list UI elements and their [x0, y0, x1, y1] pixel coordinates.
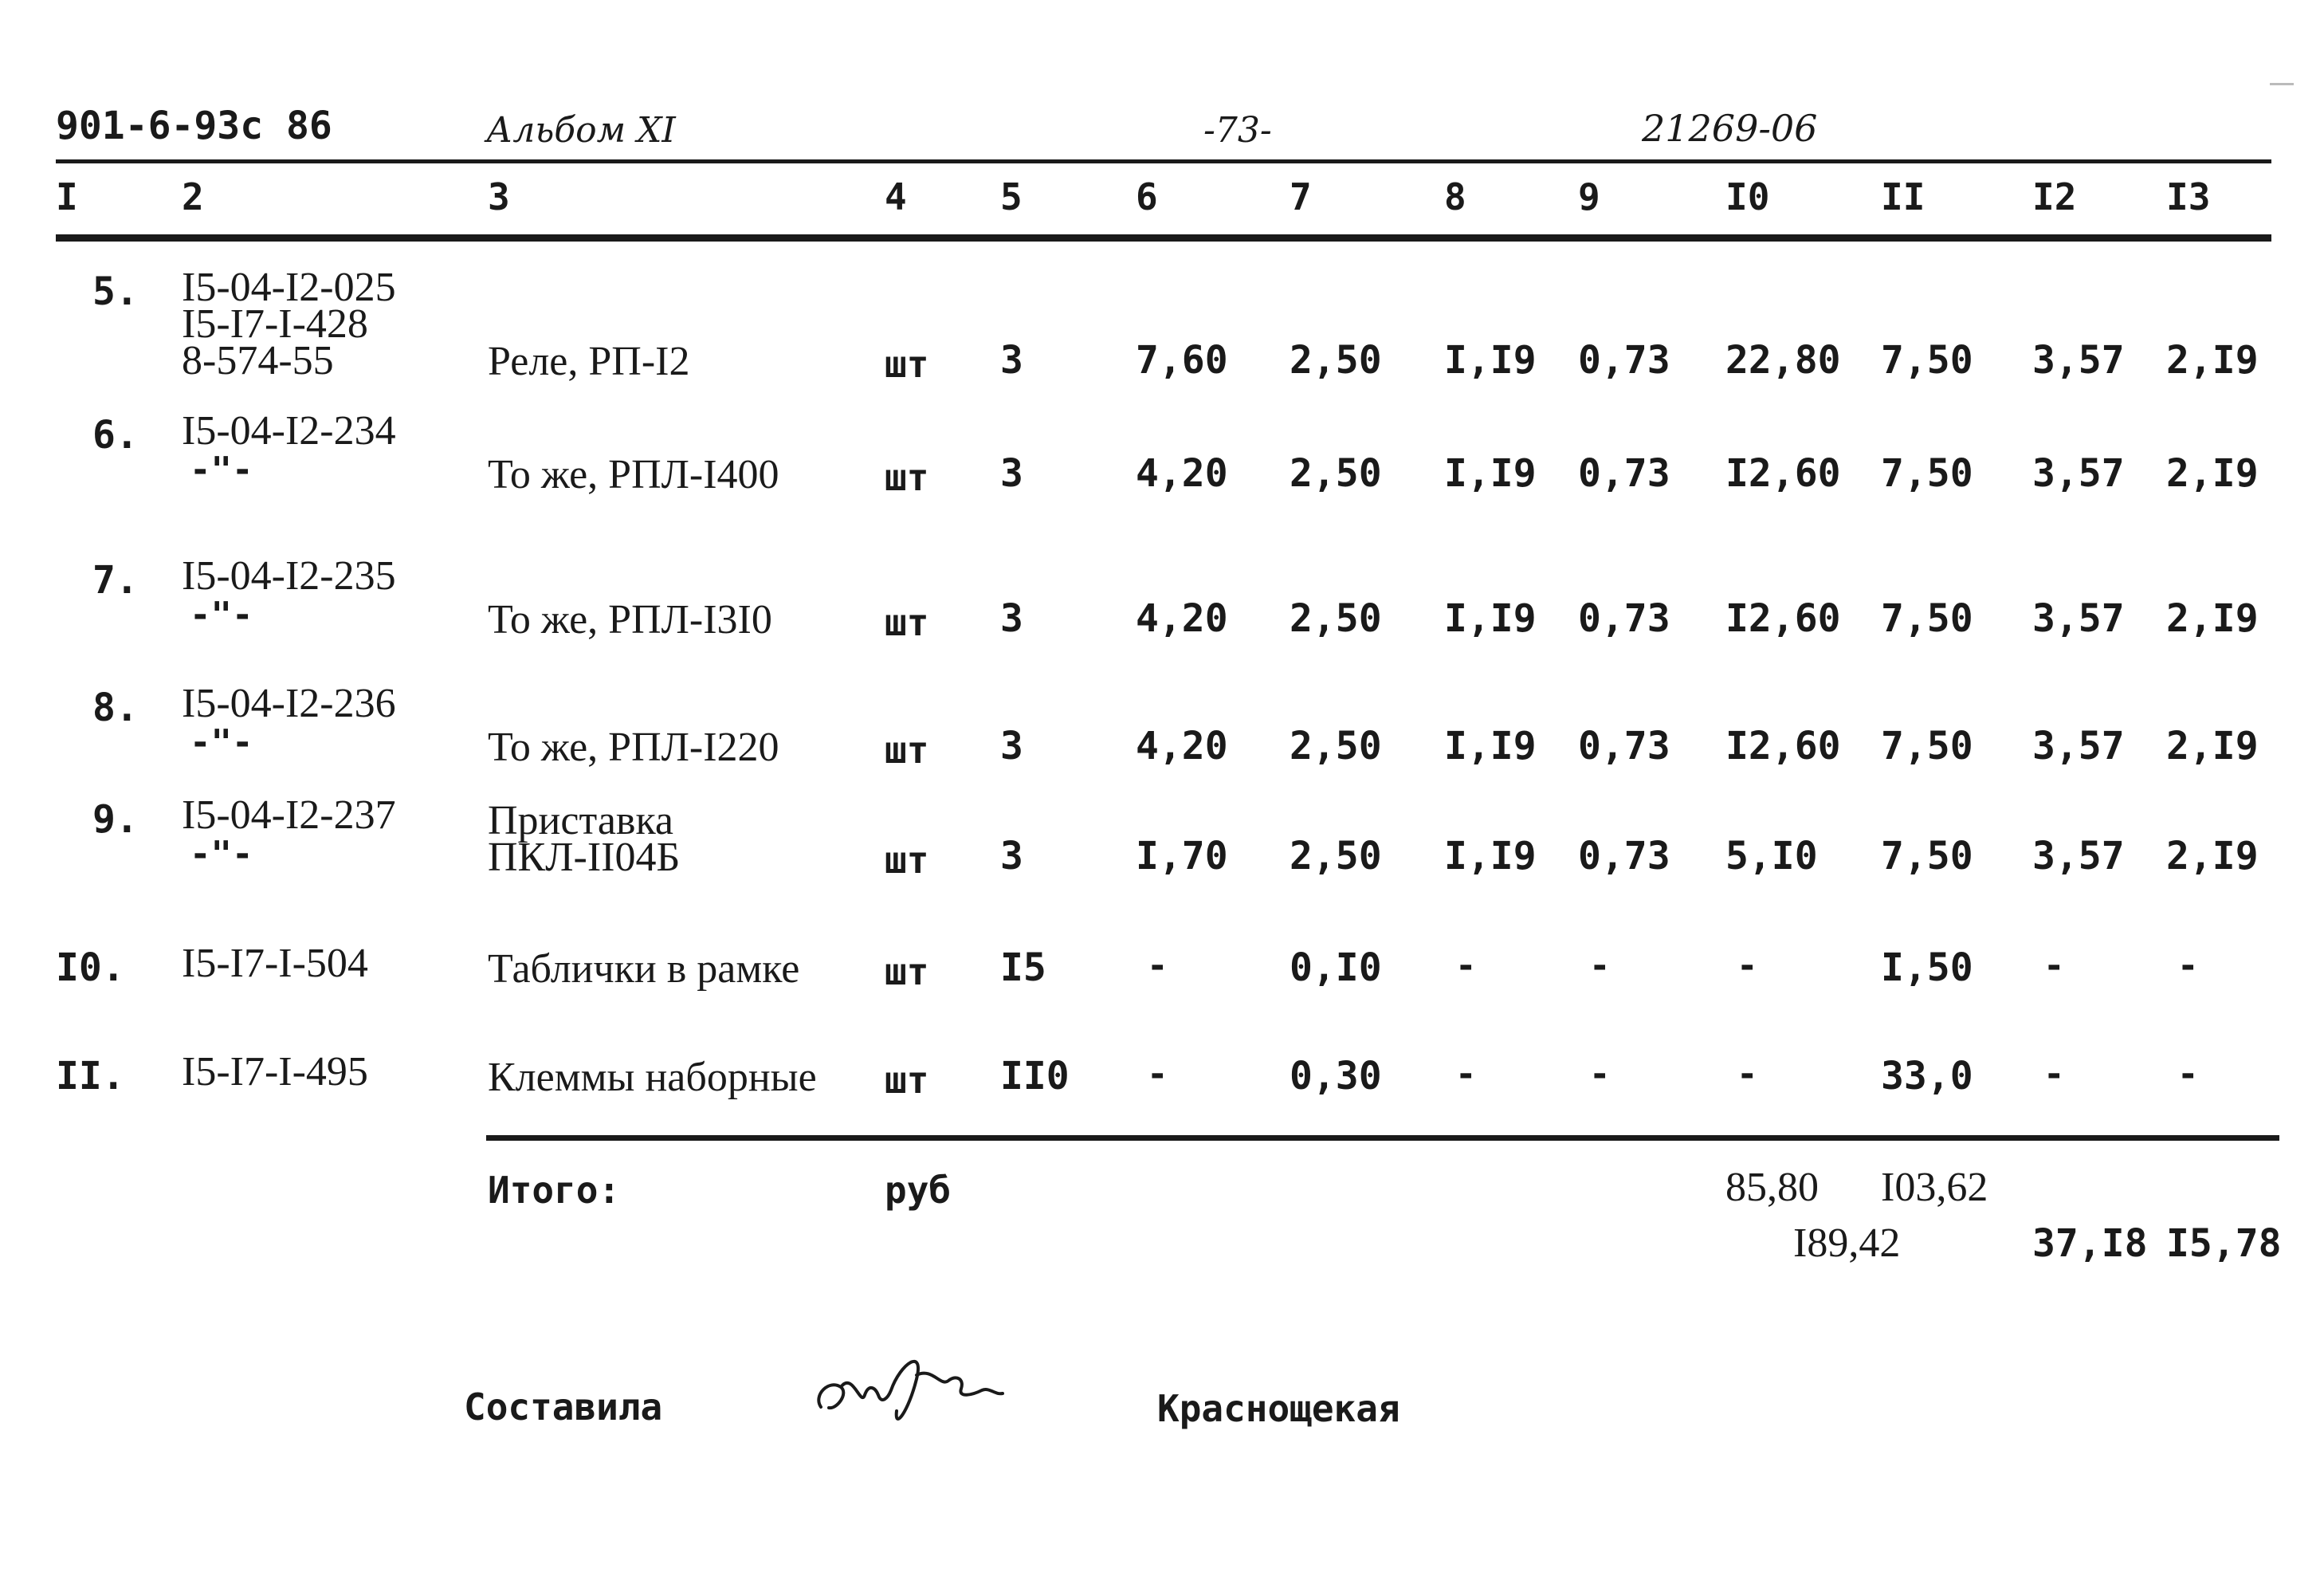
- row-name-line: То же, РПЛ-I3I0: [488, 597, 772, 643]
- row-unit: шт: [885, 601, 929, 644]
- column-header-9: 9: [1578, 175, 1600, 218]
- totals-col-13: I5,78: [2166, 1221, 2282, 1266]
- row-unit: шт: [885, 839, 929, 882]
- row-col-12: 3,57: [2032, 338, 2125, 383]
- row-col-12: -: [2043, 945, 2065, 986]
- doc-code: [56, 104, 332, 148]
- row-col-7: 2,50: [1290, 338, 1382, 383]
- signature: [805, 1331, 1012, 1435]
- row-col-11: 7,50: [1881, 724, 1973, 768]
- column-header-11: II: [1881, 175, 1926, 218]
- row-col-8: I,I9: [1444, 834, 1537, 878]
- row-col-8: -: [1455, 945, 1477, 986]
- row-col-11: 7,50: [1881, 834, 1973, 878]
- column-header-1: I: [56, 175, 78, 218]
- row-col-13: 2,I9: [2166, 596, 2259, 641]
- row-col-10: 5,I0: [1725, 834, 1818, 878]
- row-col-9: 0,73: [1578, 724, 1670, 768]
- column-header-5: 5: [1000, 175, 1023, 218]
- row-col-13: -: [2177, 1054, 2199, 1095]
- totals-col-10: 85,80: [1725, 1165, 1819, 1210]
- row-col-9: -: [1589, 945, 1611, 986]
- row-col-6: -: [1147, 1054, 1168, 1095]
- column-header-7: 7: [1290, 175, 1312, 218]
- row-col-13: 2,I9: [2166, 724, 2259, 768]
- row-number: I0.: [56, 945, 125, 990]
- row-code-line: 8-574-55: [182, 338, 334, 383]
- row-col-12: 3,57: [2032, 451, 2125, 496]
- row-code-line: I5-I7-I-504: [182, 941, 368, 986]
- totals-label: Итого:: [488, 1169, 621, 1212]
- row-code-line: -"-: [190, 722, 253, 763]
- row-col-6: 4,20: [1136, 724, 1228, 768]
- row-col-10: I2,60: [1725, 724, 1841, 768]
- doc-code-text: 901-6-93с 86: [56, 104, 332, 148]
- row-col-6: 4,20: [1136, 596, 1228, 641]
- reference-number: 21269-06: [1642, 107, 1818, 150]
- row-col-5: 3: [1000, 724, 1023, 768]
- row-number: II.: [56, 1054, 125, 1098]
- row-unit: шт: [885, 456, 929, 499]
- totals-rule: [486, 1135, 2279, 1141]
- totals-col-11: I03,62: [1881, 1165, 1988, 1210]
- row-number: 5.: [92, 269, 139, 314]
- row-col-11: 7,50: [1881, 451, 1973, 496]
- row-col-8: I,I9: [1444, 451, 1537, 496]
- row-unit: шт: [885, 1059, 929, 1102]
- row-name-line: Реле, РП-I2: [488, 339, 690, 384]
- row-number: 6.: [92, 413, 139, 458]
- row-name-line: То же, РПЛ-I400: [488, 452, 779, 497]
- row-col-8: I,I9: [1444, 338, 1537, 383]
- row-col-5: 3: [1000, 338, 1023, 383]
- row-unit: шт: [885, 729, 929, 772]
- row-col-5: 3: [1000, 834, 1023, 878]
- column-header-2: 2: [182, 175, 204, 218]
- row-col-10: 22,80: [1725, 338, 1841, 383]
- header-top-rule: [56, 159, 2271, 163]
- row-col-7: 2,50: [1290, 596, 1382, 641]
- row-col-9: 0,73: [1578, 596, 1670, 641]
- album-label: Альбом XI: [486, 110, 676, 151]
- row-code-line: -"-: [190, 450, 253, 490]
- row-name-line: То же, РПЛ-I220: [488, 725, 779, 770]
- row-col-7: 2,50: [1290, 451, 1382, 496]
- compiler-name: Краснощекая: [1157, 1387, 1400, 1430]
- row-col-11: 33,0: [1881, 1054, 1973, 1098]
- row-col-9: 0,73: [1578, 451, 1670, 496]
- totals-sum-10-11: I89,42: [1793, 1220, 1901, 1266]
- row-name-line: Таблички в рамке: [488, 946, 800, 992]
- row-col-7: 0,I0: [1290, 945, 1382, 990]
- column-header-13: I3: [2166, 175, 2211, 218]
- page-number: -73-: [1203, 110, 1272, 151]
- top-right-tick: [2270, 83, 2294, 85]
- row-code-line: I5-04-I2-236: [182, 681, 396, 726]
- row-col-7: 0,30: [1290, 1054, 1382, 1098]
- row-col-8: I,I9: [1444, 596, 1537, 641]
- row-name-line: ПКЛ-II04Б: [488, 835, 681, 880]
- row-col-11: 7,50: [1881, 596, 1973, 641]
- header-bottom-rule: [56, 234, 2271, 242]
- row-col-12: 3,57: [2032, 834, 2125, 878]
- row-number: 9.: [92, 797, 139, 842]
- row-unit: шт: [885, 343, 929, 386]
- row-col-12: 3,57: [2032, 596, 2125, 641]
- row-name-line: Приставка: [488, 798, 674, 843]
- row-col-13: 2,I9: [2166, 451, 2259, 496]
- row-col-8: -: [1455, 1054, 1477, 1095]
- row-code-line: I5-04-I2-234: [182, 408, 396, 454]
- row-col-9: 0,73: [1578, 338, 1670, 383]
- row-col-6: 7,60: [1136, 338, 1228, 383]
- row-col-13: 2,I9: [2166, 834, 2259, 878]
- column-header-12: I2: [2032, 175, 2077, 218]
- compiled-by-label: Составила: [464, 1385, 663, 1429]
- row-code-line: -"-: [190, 595, 253, 635]
- row-name-line: Клеммы наборные: [488, 1055, 817, 1100]
- row-code-line: I5-04-I2-235: [182, 553, 396, 599]
- totals-col-12: 37,I8: [2032, 1221, 2148, 1266]
- row-col-12: 3,57: [2032, 724, 2125, 768]
- totals-unit: руб: [885, 1169, 952, 1212]
- signature-image: [805, 1331, 1012, 1435]
- row-number: 7.: [92, 558, 139, 603]
- row-col-12: -: [2043, 1054, 2065, 1095]
- row-col-13: -: [2177, 945, 2199, 986]
- row-code-line: -"-: [190, 834, 253, 874]
- row-col-10: I2,60: [1725, 596, 1841, 641]
- row-col-5: 3: [1000, 596, 1023, 641]
- row-col-10: -: [1737, 945, 1758, 986]
- row-col-9: 0,73: [1578, 834, 1670, 878]
- row-col-13: 2,I9: [2166, 338, 2259, 383]
- row-unit: шт: [885, 950, 929, 993]
- column-header-8: 8: [1444, 175, 1466, 218]
- row-col-10: -: [1737, 1054, 1758, 1095]
- row-col-5: I5: [1000, 945, 1046, 990]
- row-col-7: 2,50: [1290, 834, 1382, 878]
- row-number: 8.: [92, 686, 139, 730]
- row-code-line: I5-04-I2-025: [182, 265, 396, 310]
- row-col-9: -: [1589, 1054, 1611, 1095]
- column-header-4: 4: [885, 175, 907, 218]
- row-col-6: I,70: [1136, 834, 1228, 878]
- row-col-5: 3: [1000, 451, 1023, 496]
- column-header-10: I0: [1725, 175, 1770, 218]
- column-header-6: 6: [1136, 175, 1158, 218]
- row-col-7: 2,50: [1290, 724, 1382, 768]
- row-code-line: I5-I7-I-495: [182, 1049, 368, 1095]
- row-code-line: I5-04-I2-237: [182, 792, 396, 838]
- column-header-3: 3: [488, 175, 510, 218]
- row-code-line: I5-I7-I-428: [182, 301, 368, 347]
- row-col-6: 4,20: [1136, 451, 1228, 496]
- row-col-8: I,I9: [1444, 724, 1537, 768]
- row-col-10: I2,60: [1725, 451, 1841, 496]
- row-col-11: I,50: [1881, 945, 1973, 990]
- row-col-6: -: [1147, 945, 1168, 986]
- row-col-11: 7,50: [1881, 338, 1973, 383]
- row-col-5: II0: [1000, 1054, 1070, 1098]
